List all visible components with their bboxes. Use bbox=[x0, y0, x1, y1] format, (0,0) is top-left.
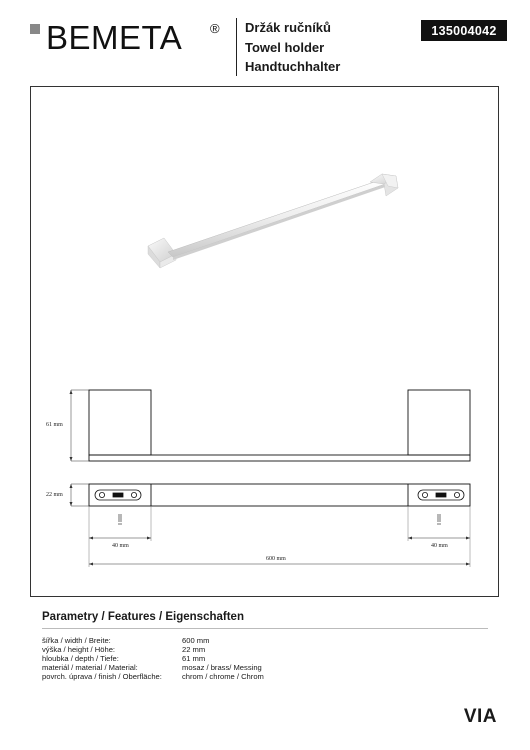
feature-label: výška / height / Höhe: bbox=[42, 645, 116, 654]
left-offset-label: 40 mm bbox=[112, 543, 129, 549]
product-image bbox=[148, 174, 398, 268]
series-name: VIA bbox=[463, 706, 497, 727]
height-dimension bbox=[70, 390, 90, 461]
feature-value: mosaz / brass/ Messing bbox=[182, 663, 262, 672]
towel-bar-underside bbox=[173, 182, 391, 260]
brand-logo bbox=[30, 15, 226, 55]
feature-label: povrch. úprava / finish / Oberfläche: bbox=[42, 672, 162, 681]
product-titles bbox=[245, 18, 340, 77]
offset-dimensions bbox=[89, 537, 470, 540]
table-row bbox=[42, 663, 264, 672]
features-heading: Parametry / Features / Eigenschaften bbox=[42, 611, 244, 623]
technical-drawing bbox=[30, 86, 499, 597]
front-bar bbox=[89, 455, 470, 461]
screw-marks bbox=[118, 514, 441, 524]
feature-label: hloubka / depth / Tiefe: bbox=[42, 654, 119, 663]
title-de: Handtuchhalter bbox=[245, 59, 341, 74]
features-table bbox=[42, 636, 264, 681]
features-divider bbox=[42, 628, 488, 629]
front-left-mount bbox=[89, 390, 151, 455]
title-cz: Držák ručníků bbox=[245, 20, 331, 35]
title-divider bbox=[236, 18, 237, 76]
feature-value: 61 mm bbox=[182, 654, 206, 663]
registered-mark: ® bbox=[210, 21, 220, 36]
logo-square-icon bbox=[30, 24, 40, 34]
depth-label: 22 mm bbox=[46, 492, 63, 498]
front-right-mount bbox=[408, 390, 470, 455]
right-offset-label: 40 mm bbox=[431, 543, 448, 549]
top-bar bbox=[89, 484, 470, 506]
left-mount-slots bbox=[95, 490, 141, 500]
table-row bbox=[42, 645, 264, 654]
feature-value: 600 mm bbox=[182, 636, 210, 645]
title-en: Towel holder bbox=[245, 39, 325, 55]
towel-bar bbox=[168, 178, 391, 257]
feature-value: 22 mm bbox=[182, 645, 206, 654]
height-label: 61 mm bbox=[46, 422, 63, 428]
total-width-dimension bbox=[89, 563, 470, 566]
table-row bbox=[42, 654, 264, 663]
feature-label: šířka / width / Breite: bbox=[42, 636, 111, 645]
depth-dimension bbox=[70, 484, 90, 506]
table-row bbox=[42, 636, 264, 645]
product-code-badge: 135004042 bbox=[421, 20, 507, 41]
total-width-label: 600 mm bbox=[266, 556, 286, 562]
logo-text: BEMETA bbox=[46, 19, 183, 55]
table-row bbox=[42, 672, 264, 681]
features-section bbox=[42, 608, 488, 681]
feature-value: chrom / chrome / Chrom bbox=[182, 672, 264, 681]
top-view bbox=[89, 484, 470, 506]
feature-label: materiál / material / Material: bbox=[42, 663, 138, 672]
right-mount-slots bbox=[418, 490, 464, 500]
front-view bbox=[89, 390, 470, 461]
